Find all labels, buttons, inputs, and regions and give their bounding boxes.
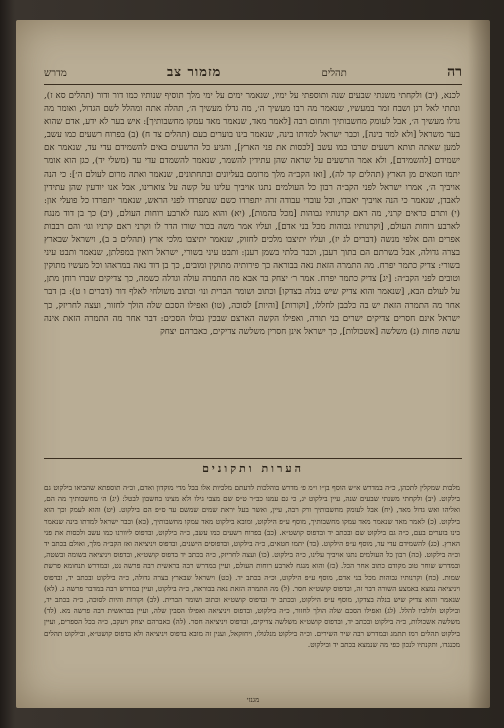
notes-rule [44,458,462,459]
running-title: מדרש [44,68,67,79]
page-header [44,64,462,84]
notes-title: הערות ותקונים [202,462,304,475]
notes-block [44,482,460,700]
page-number: רה [447,64,462,80]
page-footer: מגנזי [246,696,260,704]
book-page [16,20,490,708]
notes-text: מלבות שמקלין לתכהן, כ״ה במדרש א״ש הוסף בן״ו ו״מ פ׳ מדרש בוהלכות לדעתם מלכיות אלו בבל מדי מוקדון ואדם, וכ״ה תוספתא שהביאו בילקוט גם בילקוט. (יב) ולקחתי משנתי שבעים שנה, עיין בילקוט יג, כי גם עמנו כב״ר ט״ס שם מצבי גילו ולא מצינו בחשבון לבטל: (יג) ה׳ מחשבותיך מה הם, ואליהו ואש גדול מאד, (יח) אבל לעומק מחשבותיך ורק רבה, עיין, ואשר בעל יראת שמים שמשם עד ס״פ הם בילקוט. (יט) והוא לעמק וכך הוא בילקוט. (כ) לאמר מאד שנאמר מאד עמקו מחשבותיך, מוסף ע״פ הילקוט, ומובא בילקוט מאד עמקו מחשבותיך, (כא) וכבר ישראל למדתו בינה שנאמר בינו בוערים בעם, כ״ה גם בילקוט שם ובכתב יד ובדפוס קושט״א. (כב) בפרוח רשעים כמו עשב, כ״ה בילקוט, ובדפוס ליוורנו כמו עשב ולכסות את פני הארץ. (כג) להשמידם עדי עד, מוסף ע״פ הילקוט. (כד) יתמו חטאים, כ״ה בילקוט, ובדפוסים הישנים, ובדפוס ויניציאה ואז הקב״ה מלך, ואולם בכתב יד וכ״ה בילקוט. (כה) רבון כל העולמים נתגו אויביך עלינו, כ״ה בילקוט. (כו) ועצה לחריזק, כ״ה בכתב יד בדפוס קושט״א, ובדפוס ויניציאה בשומה ובשטה, ובמדרש שוחר טוב מקודם כתוב אחר הכל. (כז) והוא מנגח לארבע רוחות העולם, ועיין במדרש רבה בראשית רבה פרשה נט, ובמדרש תנחומא פרשת שמות. (כח) וקרנותיו גבוהות מכל בני אדם, מוסף ע״פ הילקוט, וכ״ה בכתב יד. (כט) וישראל שבארץ בצרה גדולה, כ״ה בילקוט ובכתב יד, ובדפוס ויניציאה נמצא באמצע השורה דבר זה, ובדפוס קושט״א חסר. (ל) מה התמרה הזאת נאה בבוראה, כ״ה בילקוט, ועיין במדרש רבה במדבר פרשה ג. (לא) שנאמר והוא צדיק שיש בנלה בצדקו, מוסף ע״פ הילקוט, ובכתב יד ובדפוס קושט״א וכתוב ושומר הברית. (לב) וקורות והיות לסוכה, כ״ה בכתב יד, ובילקוט ולולביו להלל. (לג) ואפילו הסכם שלה הולך לחזור, כ״ה בילקוט, ובדפוס ויניציאה ואפילו הסבין שלה, ועיין בבראשית רבה פרשה מא. (לד) משלשה אשכולות, כ״ה בילקוט ובכתב יד, ובדפוס קושט״א משלשה צדיקים, ובדפוס ויניציאה חסר. (לה) כאברהם יצחק ויעקב, כ״ה בכל הספרים, ועיין בילקוט תהלים רמז תתמג ובמדרש רבה שיר השירים. וכ״ה בילקוט מנלגולו, ויחזקאל, וענין זה מובא בדפוס ויניציאה ולא בדפוס קושט״א, ובילקוט תהלים מכנגדו, ותקנתיו לנכון כפי מה שנמצא בכתב יד ובילקוט. [44,483,460,649]
main-text: לכנא, (יב) ולקחתי משנתי שבעים שנה ותוספתי על ימיו, שנאמר ימים על ימי מלך תוסיף שנותיו כמו דור ודור (תהלים סא ז), ונתתי לאל רגן ושבח זמר במעשיו, שנאמר מה רבו מעשיך ה׳, מה גדלו מעשיך ה׳, תהלה אתה ומהלל לשם הגדול, ואומר מה גדלו מעשיך ה׳, אבל לעומק מחשבותיך ותחום רבה [לאמר מאד, שנאמר מאד עמקו מחשבותיך]: איש בער לא ידע, אדם שהוא בער משראל [ולא למד בינה], וכבר ישראל למדתו בינה, שנאמר בינו בוערים בעם (תהלים צד ח) (ב) בפרוח רשעים כמו עשב, למען שאתה תותא רשעים שרבו כמו עשב [לכסות את פני הארץ], והגיע כל הרשעים באים להשמידם עדי עד, שנאמר אם ישמידם [להשמידם], ולא אמר הרשעים על שראה שהן עתידין להשמר, שנאמר להשמדם עדי עד (משלי יד), כגן הוא אומר יתמו חטאים מן הארץ (תהלים קד לה), [ואז הקב״ה מלך מרומם בעליונים ובתחתונים, שנאמר ואתה מרום לעולם ה׳]: כי הנה אויביך ה׳, אמרו ישראל לפני הקב״ה רבון כל העולמים נתגו אויביך עלינו על קשה על צוארינו, אבל אנו יודעין שהן עתידין לאבדן, שנאמר כי הנה אויביך יאבדו, וכל עובדי עבודה זרה יתפרדו כשם שנתפרדו לפני הראש, שנאמר יתפרדו כל פועלי און: (י) ותרם כראים קרני, מה ראם קרנותיו גבוהות [מכל בהמות], (יא) והוא מנגח לארבע רוחות העולם, (יב) כך בן דוד מנגח לארבע רוחות העולם, [וקרנותיו גבוהות מכל בני אדם], ועליו אמר משה בכור שורו הדר לו וקרני ראם קרניו וגו׳ והם רבבות אפרים והם אלפי מנשה (דברים לג יז), ועליו יתיצבו מלכים לחזוק, שנאמר יתיצבו מלכי ארץ (תהלים ב ב), וישראל שבארץ בצרה גדולה, אבל בשרתם הם בתוך רעבן, וכבר בלתי בשמן רענן: ותבט עיני בשורי, ישראל רואין במפלתן, שנאמר ותבט עיני בשורי: צדיק כתמר יפרח. מה התמרה הזאת נאה בבוראה כך פירותיה מתוקין ומובים, כך בן דוד נאה במראהו וכל מעשיו מתוקין וטובים לפני הקב״ה: [יג] צדיק כתמר יפרח. אמר ר׳ יצחק בר אבא מה התמרה עולה וגדלה כשמה, כך צדיקים שברו רוחן מתן, על לעולם הבא, [שנאמר והוא צדיק שיש בנלה בצדקו] וכתוב ושומר הברית ונו׳ וכתוב משולחי לאלף דור (דברים ו ט): בן דבר אחר מה התמרה הזאת יש בה כלבבן לחללו, [וקורות] [והיות] לסוכה, (טו) ואפילו הסכם שלה הולך לחזור, ועצה לחריזק, כך ישראל אינם חסרים צדיקים ישרים בני תורה, ואפילו הקשה הארצם שבכין גבולו הסכים: דבר אחר מה התמרה הזאת אינה עושה פחות (נ) משלשה [אשכולות], כך ישראל אינן חסרין משלשה צדיקים, כאברהם יצחק [44,91,460,337]
main-text-block [44,90,460,448]
book-name: תהלים [321,68,347,79]
section-title: מזמור צב [166,65,222,80]
header-rule [44,84,462,85]
